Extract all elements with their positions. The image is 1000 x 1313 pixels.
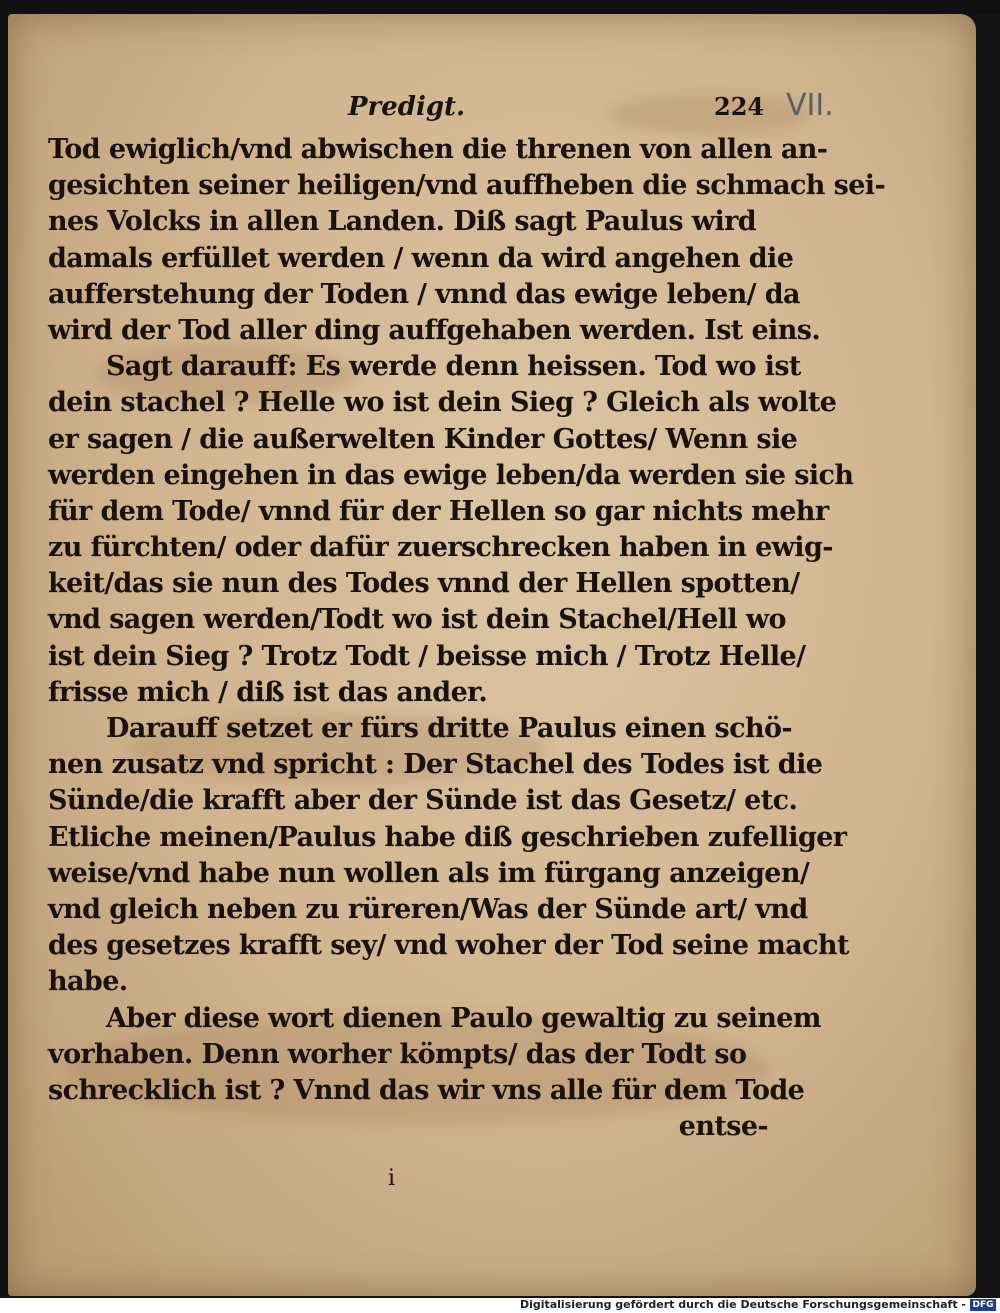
text-line: wird der Tod aller ding auffgehaben werden. Ist eins. (48, 314, 821, 346)
catchword: entse- (678, 1111, 768, 1143)
text-line: aufferstehung der Toden / vnnd das ewige leben/ da (48, 278, 800, 310)
text-line: vnd gleich neben zu rüreren/Was der Sünde art/ vnd (48, 893, 808, 925)
text-line: nen zusatz vnd spricht : Der Stachel des Todes ist die (48, 749, 823, 781)
text-line: für dem Tode/ vnnd für der Hellen so gar nichts mehr (48, 495, 829, 527)
pencil-note: VII. (786, 88, 834, 123)
body-text (48, 132, 886, 1145)
page-number: 224 (714, 92, 765, 121)
text-line: des gesetzes krafft sey/ vnd woher der Tod seine macht (48, 930, 849, 962)
text-line: habe. (48, 966, 128, 998)
text-line: vorhaben. Denn worher kömpts/ das der Todt so (48, 1038, 747, 1070)
text-line: damals erfüllet werden / wenn da wird angehen die (48, 242, 794, 274)
text-line: ist dein Sieg ? Trotz Todt / beisse mich / Trotz Helle/ (48, 640, 806, 672)
text-line: Aber diese wort dienen Paulo gewaltig zu seinem (106, 1002, 821, 1034)
text-line: Sünde/die krafft aber der Sünde ist das Gesetz/ etc. (48, 785, 798, 817)
text-line: weise/vnd habe nun wollen als im fürgang anzeigen/ (48, 857, 810, 889)
text-line: keit/das sie nun des Todes vnnd der Hellen spotten/ (48, 568, 800, 600)
text-line: frisse mich / diß ist das ander. (48, 676, 488, 708)
text-line: Tod ewiglich/vnd abwischen die threnen von allen an- (48, 134, 828, 165)
book-page (8, 14, 976, 1296)
text-line: nes Volcks in allen Landen. Diß sagt Paulus wird (48, 206, 757, 238)
dfg-logo: DFG (970, 1299, 996, 1311)
text-line: werden eingehen in das ewige leben/da werden sie sich (48, 459, 854, 491)
signature-mark: i (388, 1166, 396, 1191)
text-line: dein stachel ? Helle wo ist dein Sieg ? Gleich als wolte (48, 387, 837, 419)
text-line: vnd sagen werden/Todt wo ist dein Stachel/Hell wo (48, 604, 786, 636)
page-header (8, 84, 976, 124)
text-line: er sagen / die außerwelten Kinder Gottes/ Wenn sie (48, 423, 798, 455)
text-line: schrecklich ist ? Vnnd das wir vns alle für dem Tode (48, 1074, 805, 1106)
text-line: Etliche meinen/Paulus habe diß geschrieben zufelliger (48, 821, 847, 853)
text-line: gesichten seiner heiligen/vnd auffheben die schmach sei- (48, 170, 886, 202)
footer-credit-text: Digitalisierung gefördert durch die Deutsche Forschungsgemeinschaft - (519, 1298, 966, 1311)
running-title: Predigt. (348, 92, 466, 122)
scan-edge (976, 14, 1000, 1296)
text-line: Darauff setzet er fürs dritte Paulus einen schö- (106, 713, 793, 744)
text-line: Sagt darauff: Es werde denn heissen. Tod wo ist (106, 351, 801, 383)
text-line: zu fürchten/ oder dafür zuerschrecken haben in ewig- (48, 532, 833, 564)
footer-credit (0, 1298, 1000, 1313)
